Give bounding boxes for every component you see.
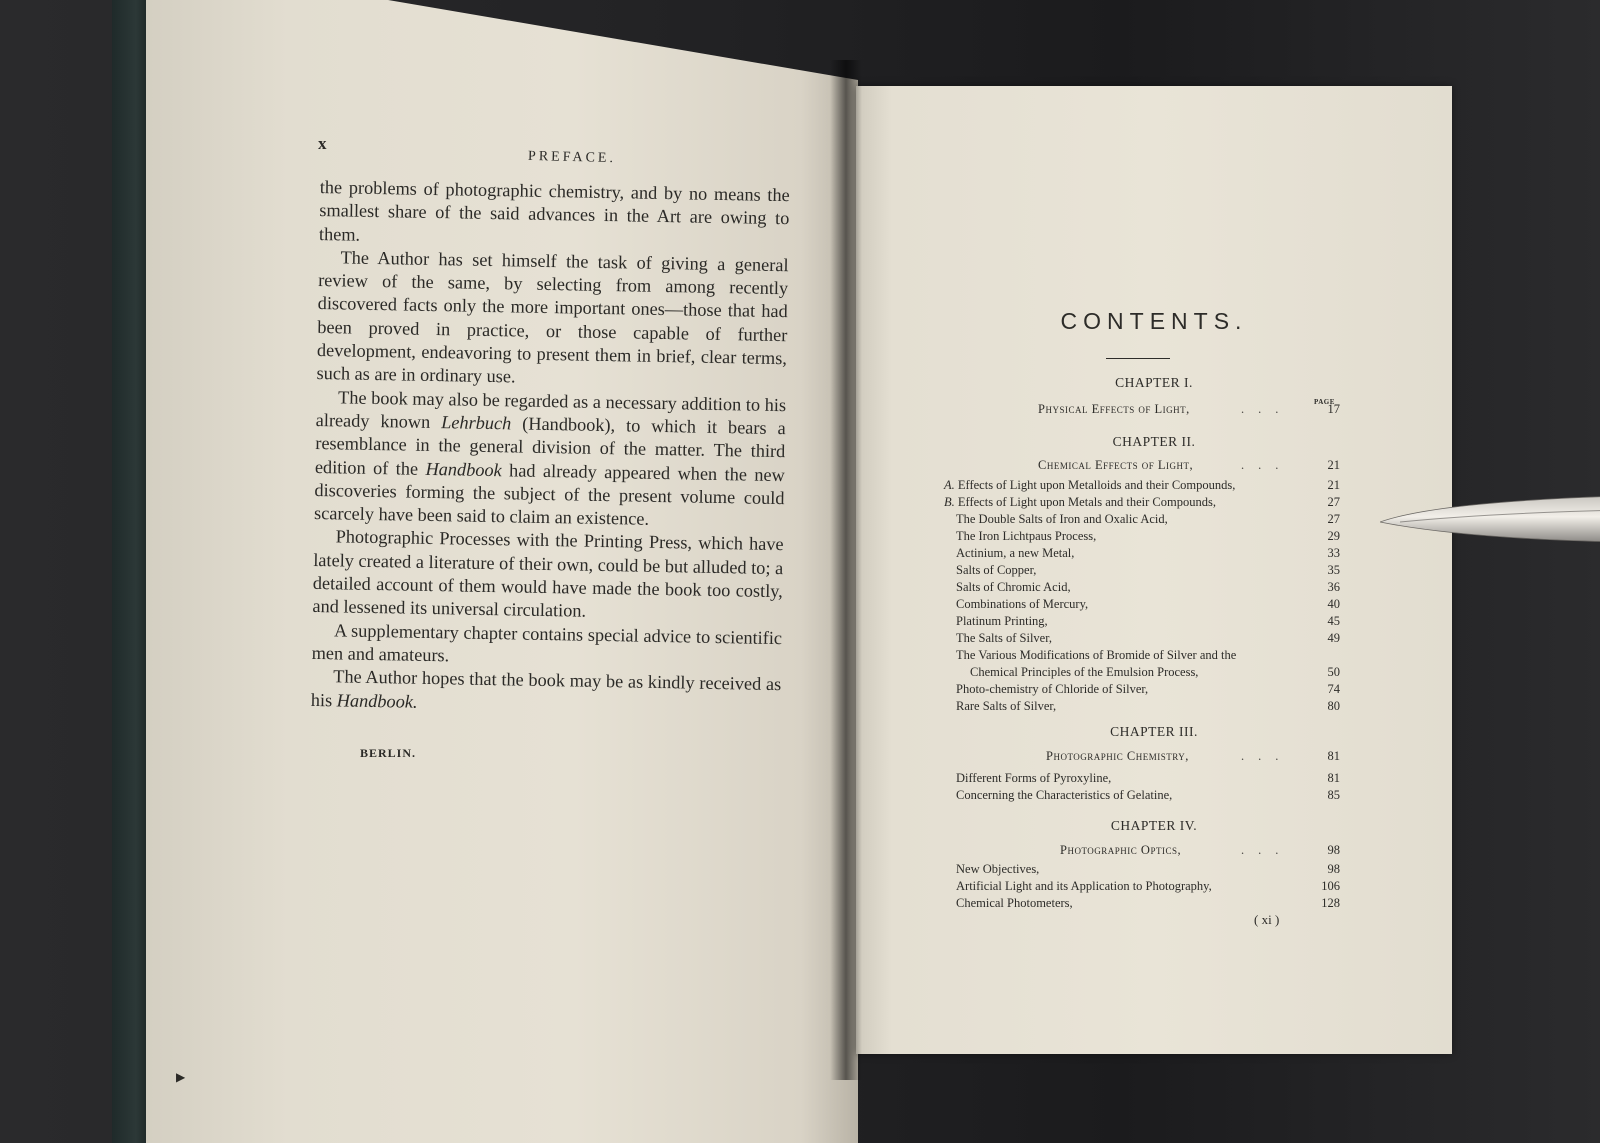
preface-text <box>311 176 790 720</box>
running-head: PREFACE. <box>527 148 617 167</box>
toc-entry: Different Forms of Pyroxyline, <box>956 771 1112 785</box>
page-number: 80 <box>1327 699 1340 713</box>
page-number: 21 <box>1327 478 1340 492</box>
page-number: 74 <box>1327 682 1340 696</box>
page-number: 81 <box>1327 749 1340 763</box>
chapter-title: Photographic Optics, <box>1060 843 1182 857</box>
spine-gutter <box>830 60 862 1080</box>
page-number: 29 <box>1327 529 1340 543</box>
page-number: 27 <box>1327 495 1340 509</box>
chapter-heading: CHAPTER III. <box>1110 724 1198 739</box>
page-number: 50 <box>1327 665 1340 679</box>
leader-dots: ... <box>1241 843 1293 857</box>
toc-entry: Salts of Copper, <box>956 563 1037 577</box>
toc-entry: Salts of Chromic Acid, <box>956 580 1071 594</box>
page-footer: ( xi ) <box>1254 912 1280 927</box>
page-number: 21 <box>1327 458 1340 472</box>
toc-entry: The Salts of Silver, <box>956 631 1053 645</box>
toc-entry: New Objectives, <box>956 862 1040 876</box>
chapter-heading: CHAPTER IV. <box>1110 818 1198 833</box>
page-pointer-blade <box>1380 496 1600 556</box>
page-number: 128 <box>1321 896 1340 910</box>
chapter-title: Photographic Chemistry, <box>1046 749 1189 763</box>
page-number: 85 <box>1327 788 1340 802</box>
toc-entry: Combinations of Mercury, <box>956 597 1089 611</box>
table-of-contents <box>856 86 1452 1054</box>
page-number: 36 <box>1327 580 1340 594</box>
leader-dots: ... <box>1241 458 1293 472</box>
contents-title: CONTENTS. <box>1060 308 1248 334</box>
toc-entry: The Various Modifications of Bromide of Silver and the <box>956 648 1237 662</box>
toc-entry: The Double Salts of Iron and Oxalic Acid, <box>956 512 1168 526</box>
paragraph: The book may also be regarded as a necessary addition to his already known Lehrbuch (Handbook), to which it bears a resemblance in the general division of the matter. The third edition of the Handbook had already appeared when the new discoveries forming the subject of the present volume could scarcely have been said to claim an existence. <box>313 387 787 529</box>
page-number: 81 <box>1327 771 1340 785</box>
page-number: 45 <box>1327 614 1340 628</box>
leader-dots: ... <box>1241 402 1293 416</box>
toc-entry: Chemical Photometers, <box>956 896 1073 910</box>
toc-entry: Platinum Printing, <box>956 614 1048 628</box>
paragraph: The Author hopes that the book may be as kindly received as his Handbook. <box>310 666 782 712</box>
toc-entry: Actinium, a new Metal, <box>956 546 1075 560</box>
paragraph: Photographic Processes with the Printing Press, which have lately created a literature of their own, could be but alluded to; a detailed account of them would have made the book too costly, and lessened its universal circulation. <box>312 526 784 622</box>
toc-entry: A. Effects of Light upon Metalloids and their Compounds, <box>944 478 1236 492</box>
page-number: x <box>318 134 327 153</box>
chapter-heading: CHAPTER I. <box>1115 375 1193 390</box>
page-number: 27 <box>1327 512 1340 526</box>
leader-dots: ... <box>1241 749 1293 763</box>
page-number: 40 <box>1327 597 1340 611</box>
chapter-title: Chemical Effects of Light, <box>1038 458 1194 472</box>
toc-entry: Artificial Light and its Application to Photography, <box>956 879 1212 893</box>
page-number: 33 <box>1327 546 1340 560</box>
paragraph: A supplementary chapter contains special advice to scientific men and amateurs. <box>311 619 783 666</box>
page-number: 98 <box>1327 843 1340 857</box>
chapter-heading: CHAPTER II. <box>1112 434 1196 449</box>
toc-entry: Chemical Principles of the Emulsion Process, <box>970 665 1199 679</box>
toc-entry: Photo-chemistry of Chloride of Silver, <box>956 682 1149 696</box>
page-number: 98 <box>1327 862 1340 876</box>
page-number: 106 <box>1321 879 1340 893</box>
signoff: BERLIN. <box>360 746 417 760</box>
page-column-label: PAGE <box>1314 398 1335 406</box>
page-number: 35 <box>1327 563 1340 577</box>
toc-entry: Rare Salts of Silver, <box>956 699 1057 713</box>
paragraph: the problems of photographic chemistry, and by no means the smallest share of the said advances in the Art are owing to them. <box>318 176 790 245</box>
paragraph: The Author has set himself the task of giving a general review of the same, by selecting from among recently discovered facts only the more important ones—those that had been proved in practice, or those capable of further development, endeavoring to present them in brief, clear terms, such as are in ordinary use. <box>316 247 789 387</box>
page-number: 17 <box>1327 402 1340 416</box>
toc-entry: B. Effects of Light upon Metals and their Compounds, <box>944 495 1216 509</box>
title-rule <box>1106 358 1170 359</box>
page-number: 49 <box>1327 631 1340 645</box>
toc-entry: Concerning the Characteristics of Gelatine, <box>956 788 1173 802</box>
toc-entry: The Iron Lichtpaus Process, <box>956 529 1097 543</box>
chapter-title: Physical Effects of Light, <box>1038 402 1190 416</box>
bookmark-mark: ▶ <box>176 1070 186 1084</box>
